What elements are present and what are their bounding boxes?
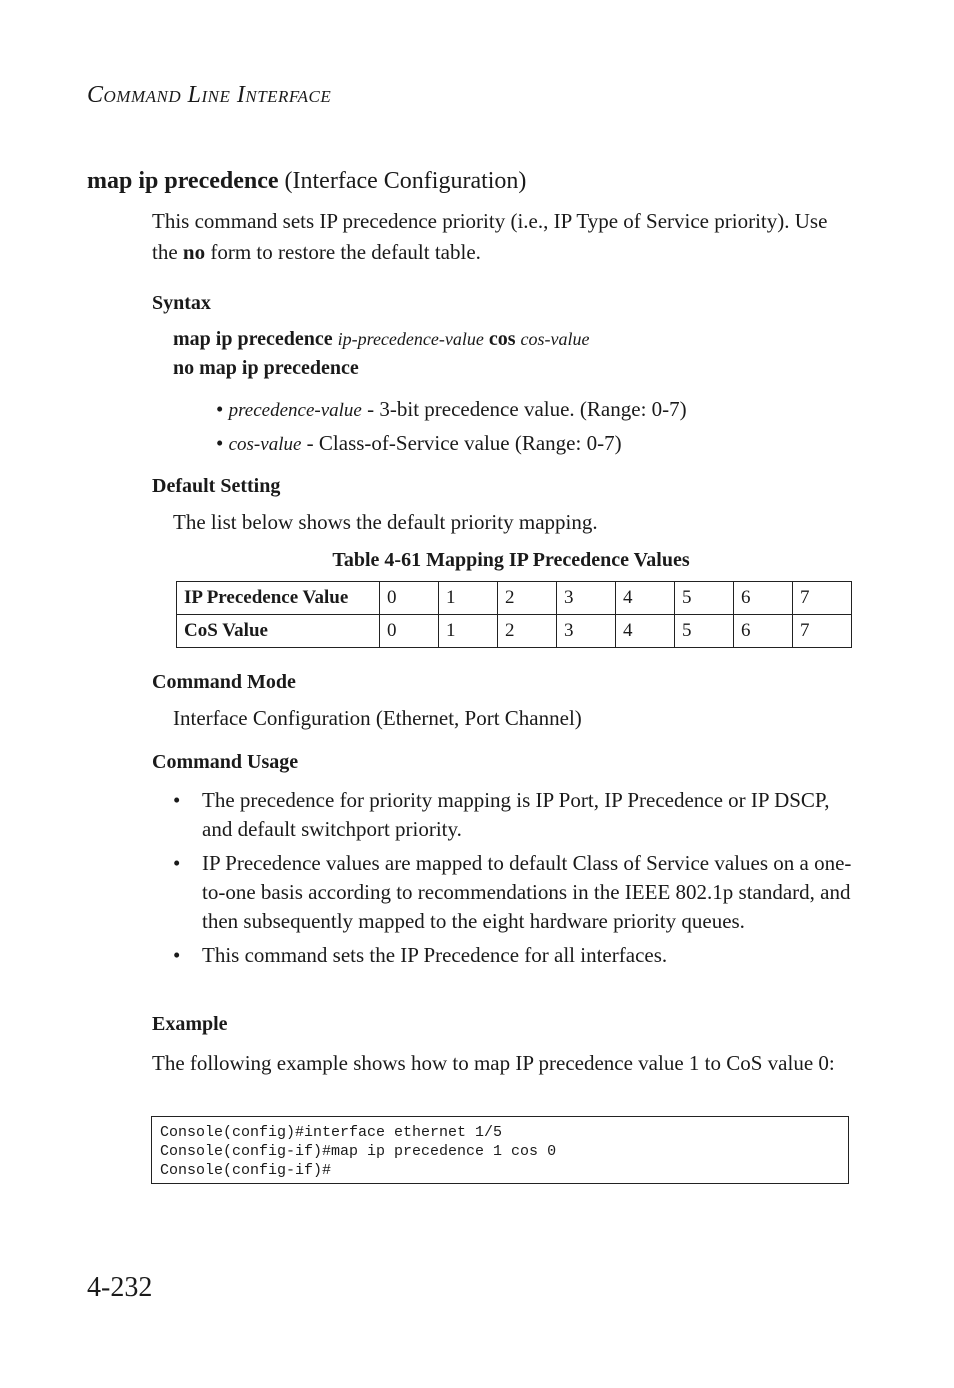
table-cell: 7 — [793, 582, 852, 615]
list-item-text: IP Precedence values are mapped to default Class of Service values on a one-to-one basis according to recommendations in the IEEE 802.1p standard, and then subsequently mapped to the eight hardware priority queues. — [202, 851, 852, 933]
command-context: (Interface Configuration) — [284, 168, 527, 194]
table-cell: 6 — [734, 582, 793, 615]
table-cell: 4 — [616, 582, 675, 615]
command-mode-heading: Command Mode — [152, 671, 296, 693]
command-name: map ip precedence — [87, 168, 279, 194]
syntax-argument: cos-value — [520, 329, 590, 349]
table-cell: 3 — [557, 615, 616, 648]
param-name: cos-value — [228, 434, 302, 455]
command-mode-text: Interface Configuration (Ethernet, Port Channel) — [173, 706, 582, 730]
intro-text: This command sets IP precedence priority (i.e., IP Type of Service priority). Use the — [152, 209, 828, 264]
row-header: IP Precedence Value — [177, 582, 380, 615]
header-word: INE — [201, 87, 231, 106]
section-title — [87, 168, 526, 195]
table-cell: 0 — [380, 615, 439, 648]
table-cell: 6 — [734, 615, 793, 648]
list-item-text: The precedence for priority mapping is IP Port, IP Precedence or IP DSCP, and default switchport priority. — [202, 788, 830, 841]
row-header: CoS Value — [177, 615, 380, 648]
syntax-argument: ip-precedence-value — [337, 329, 484, 349]
table-cell: 4 — [616, 615, 675, 648]
list-item — [173, 786, 853, 844]
bullet-icon: • — [173, 943, 181, 967]
table-cell: 1 — [439, 615, 498, 648]
table-caption: Table 4-61 Mapping IP Precedence Values — [332, 549, 690, 571]
syntax-line-2: no map ip precedence — [173, 357, 359, 379]
syntax-command: map ip precedence — [173, 328, 333, 350]
param-item: • cos-value - Class-of-Service value (Range: 0-7) — [216, 431, 622, 455]
page-number: 4-232 — [87, 1272, 153, 1303]
syntax-keyword: cos — [488, 328, 516, 350]
param-desc: - 3-bit precedence value. (Range: 0-7) — [361, 397, 687, 421]
table-cell: 5 — [675, 615, 734, 648]
table-cell: 5 — [675, 582, 734, 615]
table-cell: 3 — [557, 582, 616, 615]
table-cell: 0 — [380, 582, 439, 615]
header-word: NTERFACE — [245, 87, 332, 106]
bullet-icon: • — [173, 788, 181, 812]
table-cell: 2 — [498, 615, 557, 648]
bullet-icon: • — [173, 851, 181, 875]
list-item — [173, 941, 853, 970]
table-cell: 7 — [793, 615, 852, 648]
param-name: precedence-value — [228, 400, 362, 421]
running-header — [87, 82, 331, 109]
default-setting-text: The list below shows the default priority mapping. — [173, 510, 598, 534]
default-setting-heading: Default Setting — [152, 475, 281, 497]
list-item-text: This command sets the IP Precedence for all interfaces. — [202, 943, 668, 967]
param-item: • precedence-value - 3-bit precedence value. (Range: 0-7) — [216, 397, 687, 421]
example-text: The following example shows how to map IP precedence value 1 to CoS value 0: — [152, 1051, 835, 1075]
syntax-line-1 — [173, 328, 590, 351]
table-cell: 1 — [439, 582, 498, 615]
header-word: OMMAND — [103, 87, 182, 106]
mapping-table — [176, 581, 852, 648]
intro-keyword: no — [182, 240, 206, 264]
table-cell: 2 — [498, 582, 557, 615]
example-heading: Example — [152, 1013, 228, 1035]
table-row — [177, 615, 852, 648]
param-desc: - Class-of-Service value (Range: 0-7) — [301, 431, 622, 455]
command-usage-list — [173, 786, 853, 975]
table-row — [177, 582, 852, 615]
header-initial: C — [87, 82, 104, 108]
syntax-heading: Syntax — [152, 292, 211, 314]
list-item — [173, 849, 853, 936]
intro-text: form to restore the default table. — [205, 240, 481, 264]
header-initial: L — [187, 82, 202, 108]
command-usage-heading: Command Usage — [152, 751, 299, 773]
intro-paragraph — [152, 206, 852, 268]
header-initial: I — [236, 82, 246, 108]
code-block: Console(config)#interface ethernet 1/5 Console(config-if)#map ip precedence 1 cos 0 Console(config-if)# — [151, 1116, 849, 1184]
